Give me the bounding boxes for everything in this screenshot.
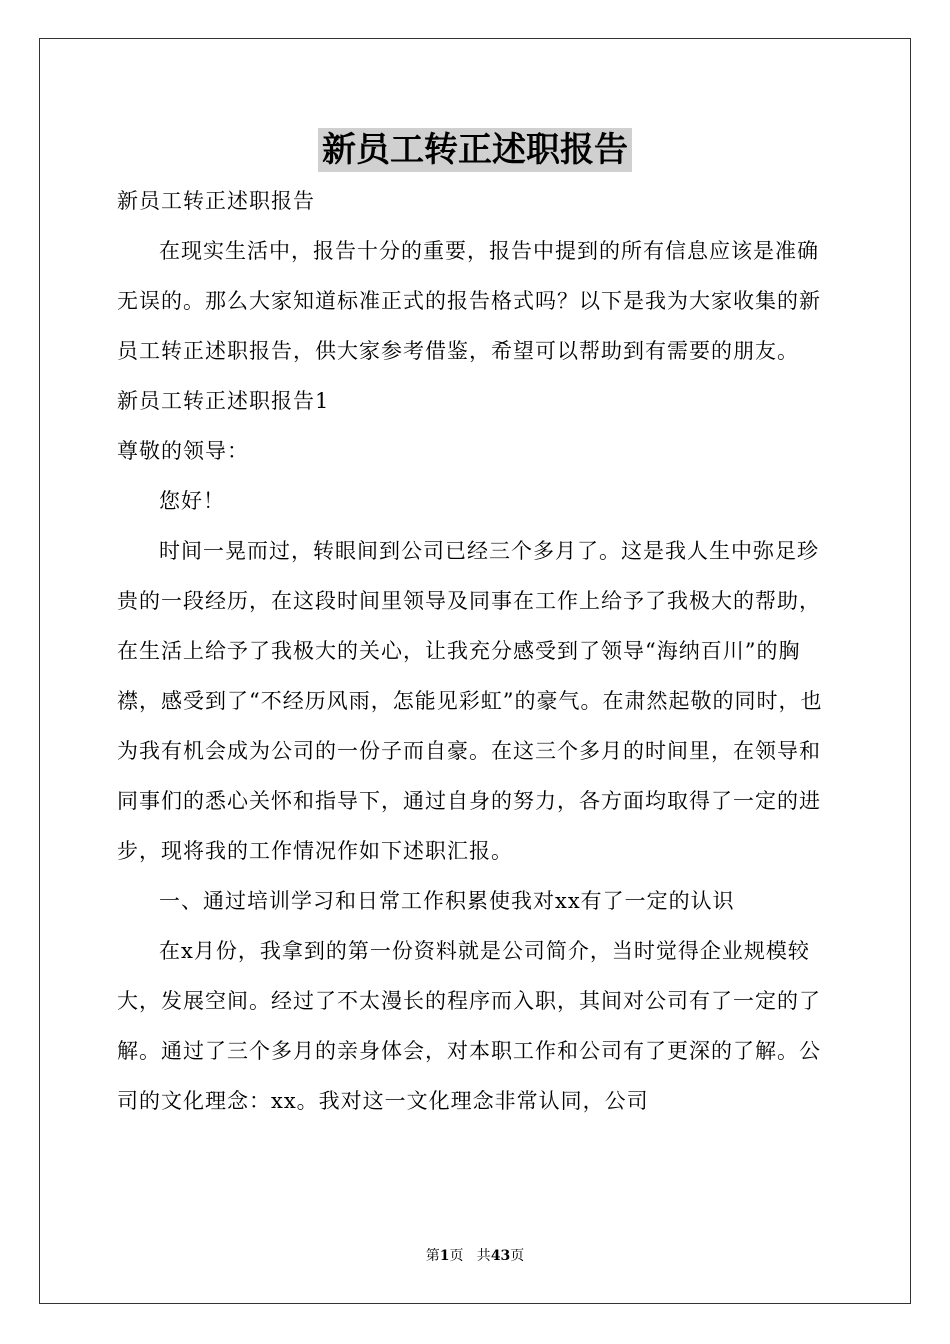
paragraph-point-one: 一、通过培训学习和日常工作积累使我对xx有了一定的认识	[159, 889, 735, 913]
paragraph-greeting: 您好！	[159, 489, 225, 513]
title-container	[0, 128, 950, 172]
paragraph-body: 时间一晃而过，转眼间到公司已经三个多月了。这是我人生中弥足珍贵的一段经历，在这段时间里领导及同事在工作上给予了我极大的帮助，在生活上给予了我极大的关心，让我充分感受到了领导“海纳百川”的胸襟，感受到了“不经历风雨，怎能见彩虹”的豪气。在肃然起敬的同时，也为我有机会成为公司的一份子而自豪。在这三个多月的时间里，在领导和同事们的悉心关怀和指导下，通过自身的努力，各方面均取得了一定的进步，现将我的工作情况作如下述职汇报。	[117, 539, 823, 863]
footer-total-pages: 43	[490, 1248, 511, 1264]
paragraph-intro: 在现实生活中，报告十分的重要，报告中提到的所有信息应该是准确无误的。那么大家知道标准正式的报告格式吗？以下是我为大家收集的新员工转正述职报告，供大家参考借鉴，希望可以帮助到有需要的朋友。	[117, 239, 821, 363]
paragraph-subtitle: 新员工转正述职报告	[117, 189, 315, 213]
document-title: 新员工转正述职报告	[318, 128, 632, 172]
footer-page-mid: 页 共	[449, 1248, 491, 1264]
paragraph-salutation: 尊敬的领导：	[117, 439, 249, 463]
paragraph-body-continued: 在x月份，我拿到的第一份资料就是公司简介，当时觉得企业规模较大，发展空间。经过了不太漫长的程序而入职，其间对公司有了一定的了解。通过了三个多月的亲身体会，对本职工作和公司有了更深的了解。公司的文化理念：xx。我对这一文化理念非常认同，公司	[117, 939, 821, 1113]
footer-page-suffix: 页	[510, 1248, 525, 1264]
footer-page-number: 1	[439, 1248, 450, 1264]
paragraph-section-heading: 新员工转正述职报告1	[117, 389, 330, 413]
footer-page-prefix: 第	[425, 1248, 440, 1264]
page-footer	[0, 1246, 950, 1266]
document-body	[117, 176, 837, 1126]
